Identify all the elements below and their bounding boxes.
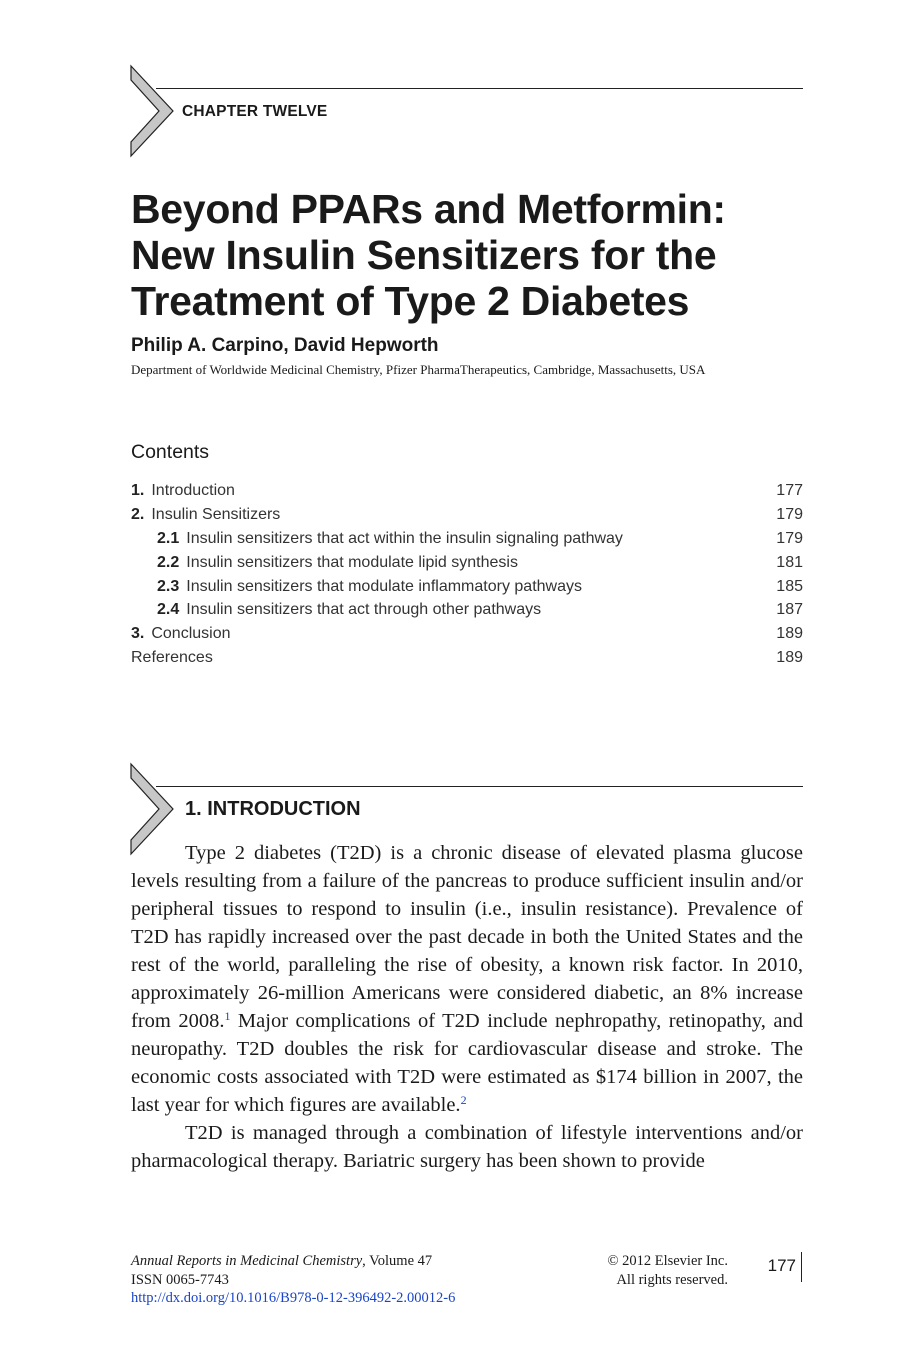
toc-item-number: 3. (131, 625, 145, 643)
toc-item-title: Insulin sensitizers that act within the insulin signaling pathway (186, 529, 623, 547)
affiliation: Department of Worldwide Medicinal Chemistry, Pfizer PharmaTherapeutics, Cambridge, Massachusetts, USA (131, 362, 706, 377)
paragraph (131, 839, 803, 1119)
toc-item-introduction[interactable] (131, 480, 803, 504)
citation-link[interactable]: 1 (224, 1009, 231, 1023)
toc-item-page: 179 (776, 529, 803, 547)
toc-item-title: References (131, 649, 213, 667)
page-number: 177 (767, 1256, 796, 1275)
copyright: © 2012 Elsevier Inc. (607, 1253, 728, 1269)
chapter-rule (156, 88, 803, 89)
footer-citation (131, 1252, 455, 1308)
issn: ISSN 0065-7743 (131, 1271, 229, 1288)
title-line: Treatment of Type 2 Diabetes (131, 278, 690, 324)
toc-item-2-1[interactable] (131, 528, 803, 552)
toc-item-title: Conclusion (151, 625, 231, 643)
toc-item-number: 2.4 (157, 601, 180, 619)
toc-item-number: 2.3 (157, 577, 180, 595)
toc-item-page: 187 (776, 601, 803, 619)
chapter-chevron-icon (129, 64, 177, 158)
toc-item-2-4[interactable] (131, 599, 803, 623)
doi-link[interactable]: http://dx.doi.org/10.1016/B978-0-12-396492-2.00012-6 (131, 1290, 456, 1306)
title-line: Beyond PPARs and Metformin: (131, 186, 726, 232)
journal-volume: , Volume 47 (362, 1253, 433, 1269)
toc-item-title: Insulin Sensitizers (151, 505, 281, 523)
chapter-label: CHAPTER TWELVE (182, 103, 328, 120)
toc-item-title: Insulin sensitizers that act through other pathways (186, 601, 542, 619)
toc-item-conclusion[interactable] (131, 623, 803, 647)
toc-item-page: 189 (776, 625, 803, 643)
footer-copyright (580, 1252, 728, 1289)
rights: All rights reserved. (616, 1271, 728, 1288)
title-line: New Insulin Sensitizers for the (131, 232, 717, 278)
page-number-rule (801, 1252, 802, 1282)
contents-heading: Contents (131, 441, 210, 463)
toc-item-references[interactable] (131, 647, 803, 671)
body-text (131, 839, 803, 1175)
toc-item-insulin-sensitizers[interactable] (131, 504, 803, 528)
paragraph (131, 1119, 803, 1175)
toc-item-page: 179 (776, 505, 803, 523)
citation-link[interactable]: 2 (460, 1093, 467, 1107)
toc-item-page: 185 (776, 577, 803, 595)
toc-item-title: Insulin sensitizers that modulate inflammatory pathways (186, 577, 582, 595)
journal-line (131, 1252, 455, 1271)
toc-item-title: Introduction (151, 482, 235, 499)
journal-name: Annual Reports in Medicinal Chemistry (131, 1253, 363, 1269)
paper-title (131, 186, 851, 324)
toc-item-number: 1. (131, 482, 145, 499)
toc-item-title: Insulin sensitizers that modulate lipid synthesis (186, 553, 518, 571)
paragraph-text: Type 2 diabetes (T2D) is a chronic disease of elevated plasma glucose levels resulting from a failure of the pancreas to produce sufficient insulin and/or peripheral tissues to respond to insulin (i.e., insulin resistance). Prevalence of T2D has rapidly increased over the past decade in both the United States and the rest of the world, paralleling the rise of obesity, a known risk factor. In 2010, approximately 26-million Americans were considered diabetic, an 8% increase from 2008. (131, 842, 803, 1032)
section-heading: 1. INTRODUCTION (185, 798, 361, 820)
toc-item-number: 2. (131, 505, 145, 523)
toc-item-2-3[interactable] (131, 576, 803, 600)
paragraph-text: Major complications of T2D include nephropathy, retinopathy, and neuropathy. T2D doubles the risk for cardiovascular disease and stroke. The economic costs associated with T2D were estimated as $174 billion in 2007, the last year for which figures are available. (131, 1010, 803, 1116)
section-rule (156, 786, 803, 787)
toc-item-2-2[interactable] (131, 552, 803, 576)
authors: Philip A. Carpino, David Hepworth (131, 335, 439, 356)
table-of-contents (131, 480, 803, 671)
toc-item-page: 189 (776, 649, 803, 667)
toc-item-number: 2.1 (157, 529, 180, 547)
toc-item-page: 181 (776, 553, 803, 571)
paragraph-text: T2D is managed through a combination of lifestyle interventions and/or pharmacological therapy. Bariatric surgery has been shown to provide (131, 1122, 803, 1172)
toc-item-page: 177 (776, 482, 803, 499)
toc-item-number: 2.2 (157, 553, 180, 571)
